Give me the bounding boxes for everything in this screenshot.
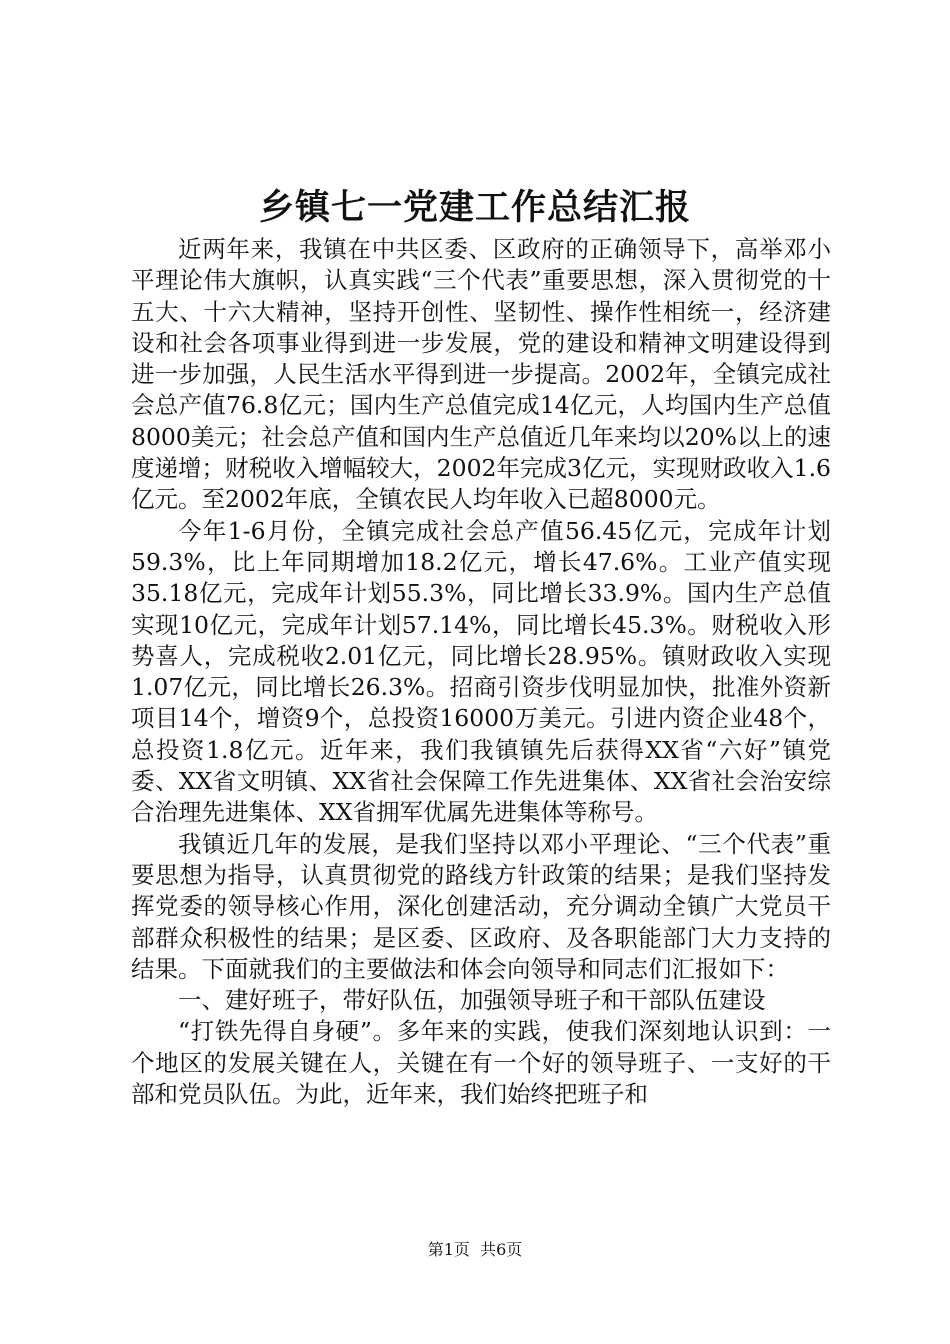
document-body xyxy=(131,234,831,1110)
document-title: 乡镇七一党建工作总结汇报 xyxy=(258,187,691,228)
page-number-footer: 第1页 共6页 xyxy=(427,1240,523,1259)
paragraph-statistics: 今年1-6月份，全镇完成社会总产值56.45亿元，完成年计划59.3%，比上年同期增加18.2亿元，增长47.6%。工业产值实现35.18亿元，完成年计划55.3%，同比增长33.9%。国内生产总值实现10亿元，完成年计划57.14%，同比增长45.3%。财税收入形势喜人，完成税收2.01亿元，同比增长28.95%。镇财政收入实现1.07亿元，同比增长26.3%。招商引资步伐明显加快，批准外资新项目14个，增资9个，总投资16000万美元。引进内资企业48个，总投资1.8亿元。近年来，我们我镇镇先后获得XX省“六好”镇党委、XX省文明镇、XX省社会保障工作先进集体、XX省社会治安综合治理先进集体、XX省拥军优属先进集体等称号。 xyxy=(131,516,831,827)
paragraph-development: 我镇近几年的发展，是我们坚持以邓小平理论、“三个代表”重要思想为指导，认真贯彻党的路线方针政策的结果；是我们坚持发挥党委的领导核心作用，深化创建活动，充分调动全镇广大党员干部群众积极性的结果；是区委、区政府、及各职能部门大力支持的结果。下面就我们的主要做法和体会向领导和同志们汇报如下： xyxy=(131,829,831,983)
paragraph-intro: 近两年来，我镇在中共区委、区政府的正确领导下，高举邓小平理论伟大旗帜，认真实践“三个代表”重要思想，深入贯彻党的十五大、十六大精神，坚持开创性、坚韧性、操作性相统一，经济建设和社会各项事业得到进一步发展，党的建设和精神文明建设得到进一步加强，人民生活水平得到进一步提高。2002年，全镇完成社会总产值76.8亿元；国内生产总值完成14亿元，人均国内生产总值8000美元；社会总产值和国内生产总值近几年来均以20%以上的速度递增；财税收入增幅较大，2002年完成3亿元，实现财政收入1.6亿元。至2002年底，全镇农民人均年收入已超8000元。 xyxy=(131,235,831,514)
section-heading-1: 一、建好班子，带好队伍，加强领导班子和干部队伍建设 xyxy=(178,986,766,1015)
paragraph-section-1: “打铁先得自身硬”。多年来的实践，使我们深刻地认识到：一个地区的发展关键在人，关键在有一个好的领导班子、一支好的干部和党员队伍。为此，近年来，我们始终把班子和 xyxy=(131,1017,831,1109)
